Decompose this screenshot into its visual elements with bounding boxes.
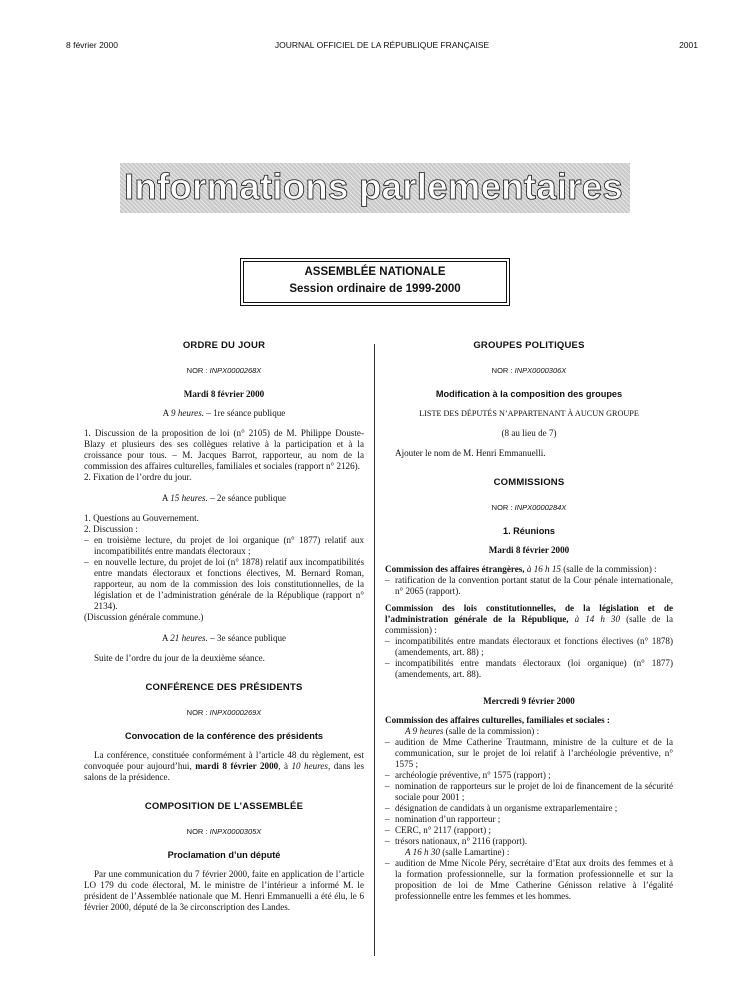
banner-title: Informations parlementaires	[124, 166, 623, 207]
conference-title: CONFÉRENCE DES PRÉSIDENTS	[145, 682, 303, 693]
assembly-name: ASSEMBLÉE NATIONALE	[304, 266, 446, 278]
seance-3-text: Suite de l’ordre du jour de la deuxième séance.	[94, 653, 265, 663]
list-item: – archéologie préventive, n° 1575 (rapport) ;	[385, 770, 673, 781]
list-item: – ratification de la convention portant statut de la Cour pénale internationale, n° 2065 (rapport).	[385, 575, 673, 597]
seance-1-item-2: 2. Fixation de l’ordre du jour.	[84, 472, 192, 482]
groupes-list-title: LISTE DES DÉPUTÉS N’APPARTENANT À AUCUN GROUPE	[419, 409, 639, 418]
list-item: – incompatibilités entre mandats électoraux (loi organique) (n° 1877) (amendements, art. 88).	[385, 658, 673, 680]
header-journal-title: JOURNAL OFFICIEL DE LA RÉPUBLIQUE FRANÇAISE	[274, 40, 490, 50]
commission-lois-list	[385, 636, 673, 680]
afternoon-session: A 16 h 30 (salle Lamartine) :	[405, 847, 510, 857]
commissions-date-2: Mercredi 9 février 2000	[483, 696, 575, 706]
seance-1-item-1: 1. Discussion de la proposition de loi (n° 2105) de M. Philippe Douste-Blazy et plusieurs des ses collègues relative à la participation et à la croissance pour tous. – M. Jacques Barrot, rapporteur, au nom de la commission des affaires culturelles, familiales et sociales (rapport n° 2126).	[84, 428, 364, 471]
conference-text: La conférence, constituée conformément à l’article 48 du règlement, est convoquée pour aujourd’hui, mardi 8 février 2000, à 10 heures, dans les salons de la présidence.	[84, 750, 364, 782]
running-header	[66, 40, 698, 54]
list-item: – audition de Mme Nicole Péry, secrétaire d’Etat aux droits des femmes et à la formation professionnelle, sur la formation professionnelle et sur la proposition de loi de Mme Catherine Génisson relative à l’égalité professionnelle entre les femmes et les hommes.	[385, 858, 673, 902]
commissions-title: COMMISSIONS	[493, 477, 565, 488]
conference-nor: NOR : INPX0000269X	[186, 708, 262, 717]
list-item: – désignation de candidats à un organisme extraparlementaire ;	[385, 803, 673, 814]
groupes-add: Ajouter le nom de M. Henri Emmanuelli.	[395, 448, 546, 458]
ordre-date: Mardi 8 février 2000	[183, 389, 265, 399]
column-divider	[374, 344, 375, 956]
list-item: – en nouvelle lecture, du projet de loi (n° 1878) relatif aux incompatibilités entre mandats électoraux et fonctions électives, M. Bernard Roman, rapporteur, au nom de la commission des lois constitutionnelles, de la législation et de l’administration générale de la République (rapport n° 2134).	[84, 557, 364, 612]
commissions-nor: NOR : INPX0000284X	[491, 503, 567, 512]
list-item: – en troisième lecture, du projet de loi organique (n° 1877) relatif aux incompatibilités entre mandats électoraux ;	[84, 535, 364, 557]
header-page-number: 2001	[679, 40, 698, 50]
commission-etrangeres-list	[385, 575, 673, 597]
composition-title: COMPOSITION DE L’ASSEMBLÉE	[144, 801, 304, 812]
seance-2-note: (Discussion générale commune.)	[84, 612, 204, 622]
commissions-date-1: Mardi 8 février 2000	[488, 545, 570, 555]
list-item: – nomination d’un rapporteur ;	[385, 814, 673, 825]
composition-text: Par une communication du 7 février 2000, faite en application de l’article LO 179 du code électoral, M. le ministre de l’intérieur a informé M. le président de l’Assemblée nationale que M. Henri Emmanuelli a été élu, le 6 février 2000, député de la 3e circonscription des Landes.	[84, 869, 364, 912]
morning-session-list	[385, 737, 673, 847]
list-item: – incompatibilités entre mandats électoraux et fonctions électives (n° 1878) (amendements, art. 88) ;	[385, 636, 673, 658]
session-name: Session ordinaire de 1999-2000	[289, 283, 461, 295]
list-item: – trésors nationaux, n° 2116 (rapport).	[385, 836, 673, 847]
groupes-title: GROUPES POLITIQUES	[473, 340, 585, 351]
composition-nor: NOR : INPX0000305X	[186, 827, 262, 836]
commission-lois: Commission des lois constitutionnelles, de la législation et de l’administration générale de la République, à 14 h 30 (salle de la commission) :	[385, 603, 673, 635]
groupes-count: (8 au lieu de 7)	[501, 428, 557, 438]
groupes-nor: NOR : INPX0000306X	[491, 366, 567, 375]
ordre-title: ORDRE DU JOUR	[182, 340, 266, 351]
seance-2-item-1: 1. Questions au Gouvernement.	[84, 513, 199, 523]
afternoon-session-list	[385, 858, 673, 902]
seance-3-heading: A 21 heures. – 3e séance publique	[161, 633, 287, 643]
morning-session: A 9 heures (salle de la commission) :	[405, 726, 540, 736]
assembly-box	[243, 261, 507, 303]
left-column	[84, 340, 364, 913]
ordre-nor: NOR : INPX0000268X	[186, 366, 262, 375]
reunions-subtitle: 1. Réunions	[502, 526, 556, 536]
seance-1-heading: A 9 heures. – 1re séance publique	[162, 408, 286, 418]
list-item: – nomination de rapporteurs sur le projet de loi de financement de la sécurité sociale pour 2001 ;	[385, 781, 673, 803]
conference-subtitle: Convocation de la conférence des présidents	[124, 731, 324, 741]
seance-2-item-2: 2. Discussion :	[84, 524, 138, 534]
composition-subtitle: Proclamation d’un député	[167, 850, 281, 860]
commission-affaires-culturelles: Commission des affaires culturelles, familiales et sociales :	[385, 715, 610, 725]
commission-etrangeres: Commission des affaires étrangères, à 16 h 15 (salle de la commission) :	[385, 564, 657, 574]
right-column	[385, 340, 673, 902]
header-date: 8 février 2000	[66, 40, 118, 50]
groupes-subtitle: Modification à la composition des groupes	[435, 389, 623, 399]
list-item: – CERC, n° 2117 (rapport) ;	[385, 825, 673, 836]
section-banner	[120, 163, 630, 213]
seance-2-heading: A 15 heures. – 2e séance publique	[161, 493, 287, 503]
list-item: – audition de Mme Catherine Trautmann, ministre de la culture et de la communication, sur le projet de loi relatif à l’archéologie préventive, n° 1575 ;	[385, 737, 673, 770]
seance-2-dash-list	[84, 535, 364, 612]
